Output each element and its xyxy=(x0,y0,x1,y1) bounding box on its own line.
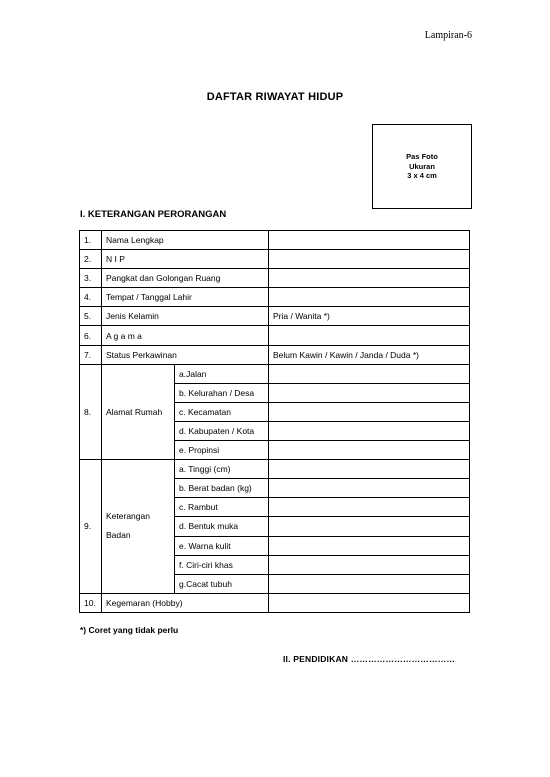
sub-label: e. Warna kulit xyxy=(175,536,269,555)
table-row xyxy=(80,364,470,383)
row-label: Status Perkawinan xyxy=(102,345,269,364)
value-field-cacat-tubuh[interactable] xyxy=(269,574,470,593)
table-row xyxy=(80,326,470,345)
row-number: 2. xyxy=(80,250,102,269)
sub-label: b. Berat badan (kg) xyxy=(175,479,269,498)
table-row xyxy=(80,460,470,479)
value-field-warna-kulit[interactable] xyxy=(269,536,470,555)
sub-label: g.Cacat tubuh xyxy=(175,574,269,593)
value-field-status[interactable]: Belum Kawin / Kawin / Janda / Duda *) xyxy=(269,345,470,364)
value-field-pangkat[interactable] xyxy=(269,269,470,288)
row-number: 9. xyxy=(80,460,102,594)
row-number: 3. xyxy=(80,269,102,288)
row-label: N I P xyxy=(102,250,269,269)
value-field-ttl[interactable] xyxy=(269,288,470,307)
table-row xyxy=(80,250,470,269)
value-field-nip[interactable] xyxy=(269,250,470,269)
sub-label: c. Rambut xyxy=(175,498,269,517)
value-field-rambut[interactable] xyxy=(269,498,470,517)
value-field-jalan[interactable] xyxy=(269,364,470,383)
sub-label: a. Tinggi (cm) xyxy=(175,460,269,479)
section-education-title: II. PENDIDIKAN ……………………………… xyxy=(283,654,456,664)
value-field-ciri-khas[interactable] xyxy=(269,555,470,574)
sub-label: a.Jalan xyxy=(175,364,269,383)
photo-label-line2: Ukuran xyxy=(409,161,435,171)
sub-label: e. Propinsi xyxy=(175,441,269,460)
value-field-nama[interactable] xyxy=(269,231,470,250)
row-label: Nama Lengkap xyxy=(102,231,269,250)
value-field-jenis-kelamin[interactable]: Pria / Wanita *) xyxy=(269,307,470,326)
row-label: Pangkat dan Golongan Ruang xyxy=(102,269,269,288)
value-field-bentuk-muka[interactable] xyxy=(269,517,470,536)
row-number: 10. xyxy=(80,593,102,612)
row-label-line2: Badan xyxy=(106,530,131,541)
photo-placeholder xyxy=(372,124,472,209)
row-label xyxy=(102,460,175,594)
value-field-agama[interactable] xyxy=(269,326,470,345)
section-personal-title: I. KETERANGAN PERORANGAN xyxy=(80,209,227,220)
table-row xyxy=(80,345,470,364)
row-number: 7. xyxy=(80,345,102,364)
value-field-tinggi[interactable] xyxy=(269,460,470,479)
table-row xyxy=(80,593,470,612)
row-label: Tempat / Tanggal Lahir xyxy=(102,288,269,307)
row-label: Alamat Rumah xyxy=(102,364,175,459)
photo-label-line3: 3 x 4 cm xyxy=(407,171,437,180)
footnote: *) Coret yang tidak perlu xyxy=(80,625,179,635)
document-title: DAFTAR RIWAYAT HIDUP xyxy=(206,91,344,103)
row-label-line1: Keterangan xyxy=(106,511,150,522)
row-number: 6. xyxy=(80,326,102,345)
sub-label: c. Kecamatan xyxy=(175,402,269,421)
row-number: 5. xyxy=(80,307,102,326)
row-label: Kegemaran (Hobby) xyxy=(102,593,269,612)
row-number: 4. xyxy=(80,288,102,307)
row-number: 1. xyxy=(80,231,102,250)
photo-label-line1: Pas Foto xyxy=(406,152,438,161)
value-field-hobby[interactable] xyxy=(269,593,470,612)
table-row xyxy=(80,288,470,307)
value-field-berat[interactable] xyxy=(269,479,470,498)
table-row xyxy=(80,307,470,326)
row-number: 8. xyxy=(80,364,102,459)
sub-label: b. Kelurahan / Desa xyxy=(175,383,269,402)
sub-label: f. Ciri-ciri khas xyxy=(175,555,269,574)
table-row xyxy=(80,231,470,250)
value-field-kelurahan[interactable] xyxy=(269,383,470,402)
attachment-label: Lampiran-6 xyxy=(424,30,472,41)
personal-data-table xyxy=(79,230,470,613)
table-row xyxy=(80,269,470,288)
value-field-kabupaten[interactable] xyxy=(269,421,470,440)
sub-label: d. Kabupaten / Kota xyxy=(175,421,269,440)
value-field-propinsi[interactable] xyxy=(269,441,470,460)
row-label: A g a m a xyxy=(102,326,269,345)
row-label: Jenis Kelamin xyxy=(102,307,269,326)
value-field-kecamatan[interactable] xyxy=(269,402,470,421)
sub-label: d. Bentuk muka xyxy=(175,517,269,536)
